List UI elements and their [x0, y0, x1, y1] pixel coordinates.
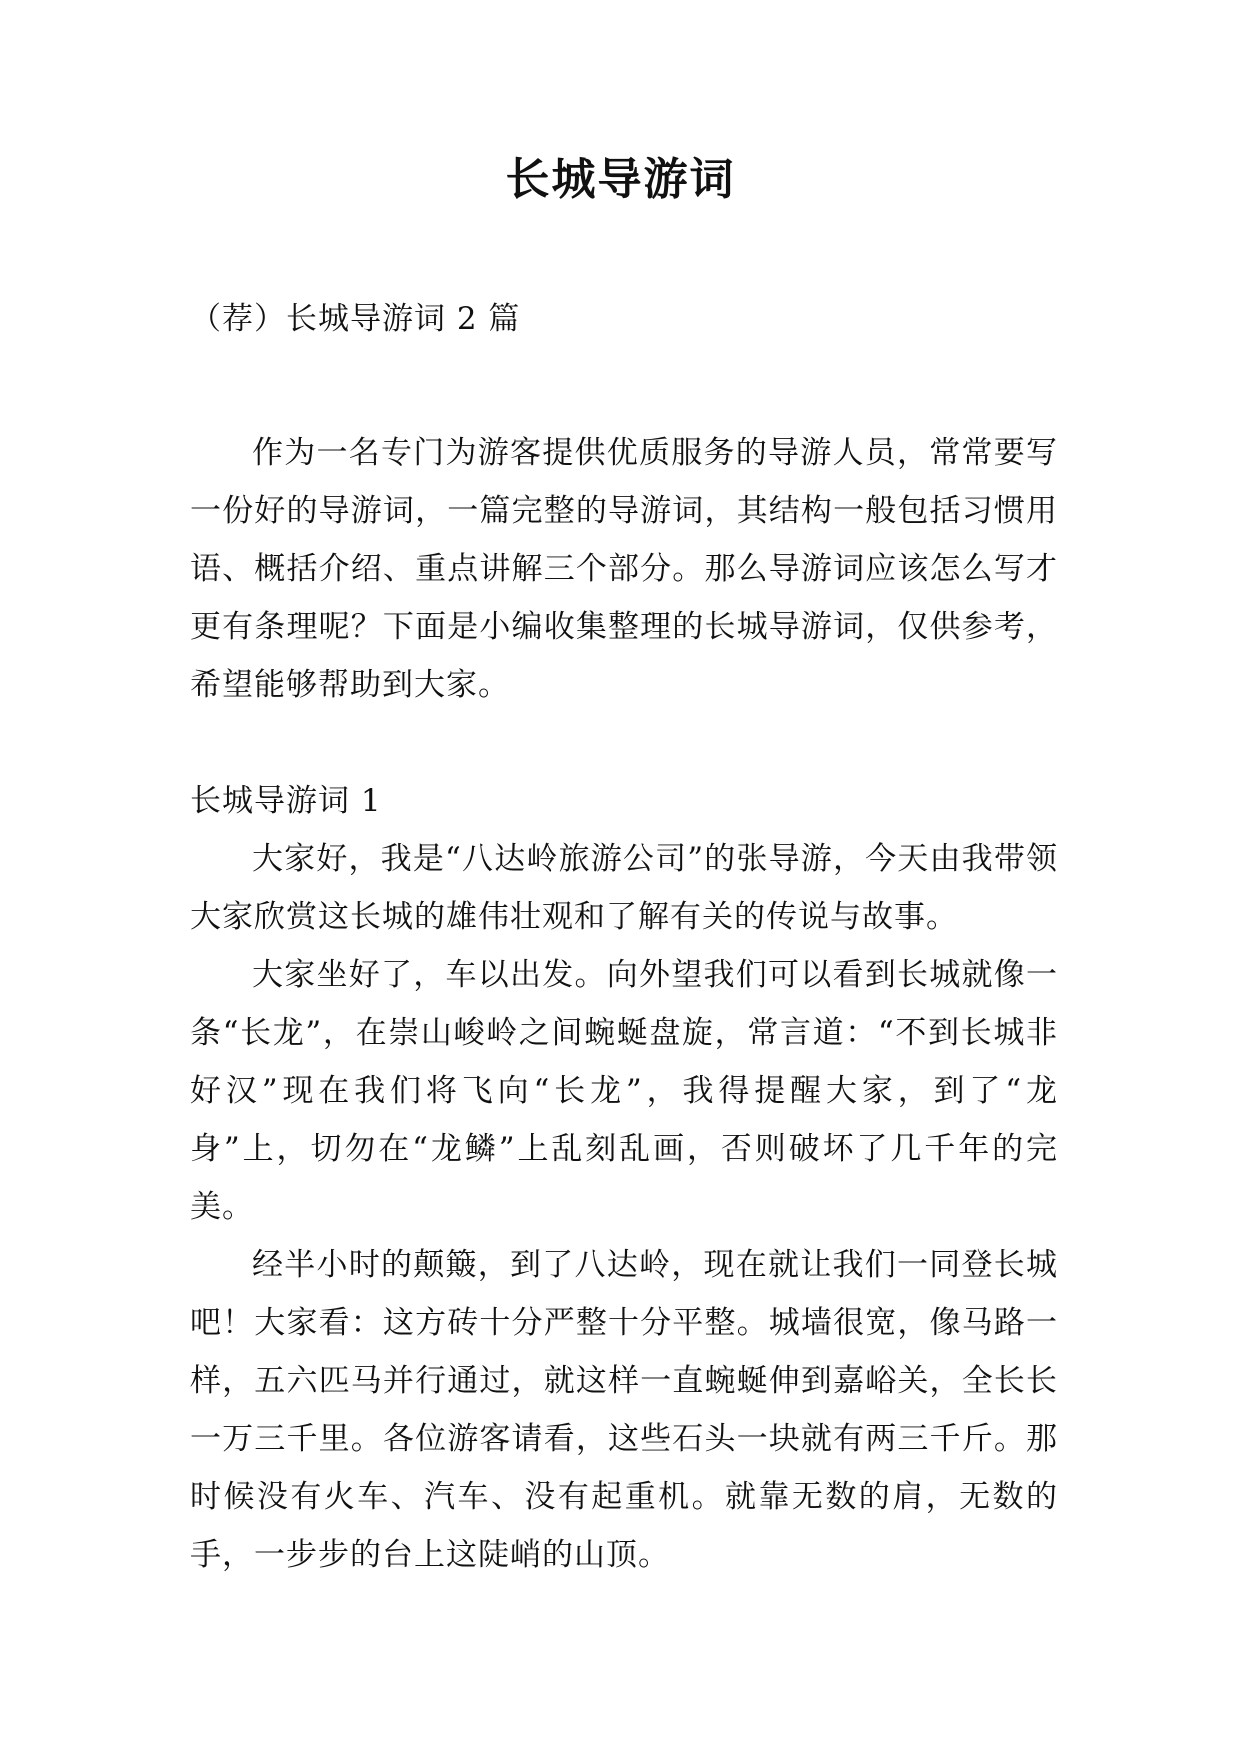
document-body — [190, 290, 1058, 1584]
intro-paragraph: 作为一名专门为游客提供优质服务的导游人员，常常要写一份好的导游词，一篇完整的导游词，其结构一般包括习惯用语、概括介绍、重点讲解三个部分。那么导游词应该怎么写才更有条理呢？下面是小编收集整理的长城导游词，仅供参考，希望能够帮助到大家。 — [190, 435, 1058, 703]
section-paragraph-2: 大家坐好了，车以出发。向外望我们可以看到长城就像一条“长龙”，在崇山峻岭之间蜿蜒盘旋，常言道：“不到长城非好汉”现在我们将飞向“长龙”，我得提醒大家，到了“龙身”上，切勿在“龙鳞”上乱刻乱画，否则破坏了几千年的完美。 — [190, 957, 1058, 1225]
document-title: 长城导游词 — [505, 154, 736, 205]
paragraph-spacer — [190, 714, 1058, 772]
document-subtitle: （荐）长城导游词 2 篇 — [190, 301, 521, 337]
section-paragraph-3: 经半小时的颠簸，到了八达岭，现在就让我们一同登长城吧！大家看：这方砖十分严整十分平整。城墙很宽，像马路一样，五六匹马并行通过，就这样一直蜿蜒伸到嘉峪关，全长长一万三千里。各位游客请看，这些石头一块就有两三千斤。那时候没有火车、汽车、没有起重机。就靠无数的肩，无数的手，一步步的台上这陡峭的山顶。 — [190, 1247, 1058, 1573]
section-paragraph-1: 大家好，我是“八达岭旅游公司”的张导游，今天由我带领大家欣赏这长城的雄伟壮观和了解有关的传说与故事。 — [190, 841, 1058, 935]
section-heading: 长城导游词 1 — [190, 783, 382, 819]
